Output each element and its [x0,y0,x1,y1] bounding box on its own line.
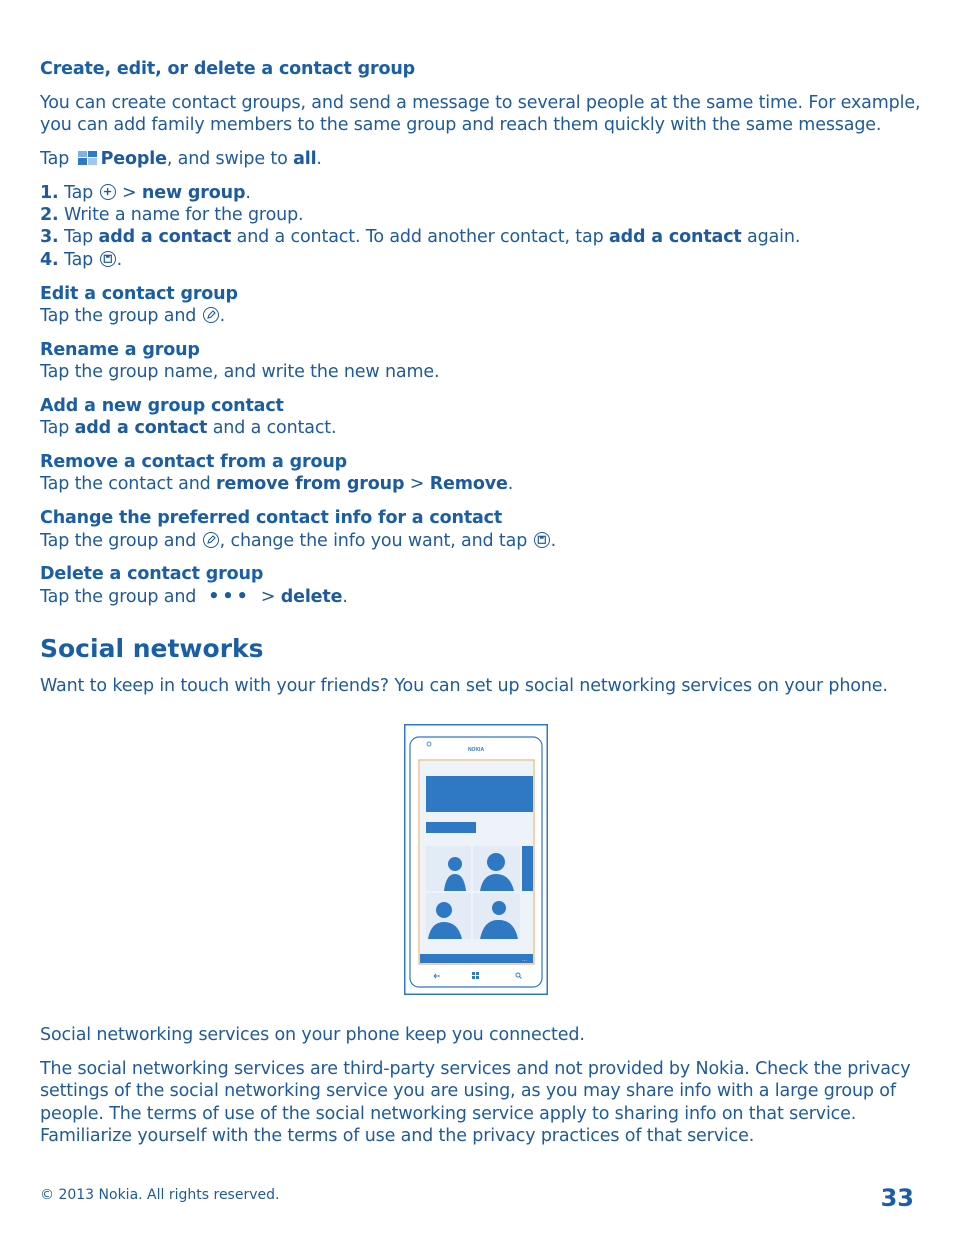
remove-contact-text [40,473,513,496]
step-number: 4. [40,250,59,270]
period: . [507,474,514,494]
create-group-heading: Create, edit, or delete a contact group [40,59,416,79]
delete-pre: Tap the group and [40,587,197,607]
add-post: and a contact. [207,418,337,438]
step-text: and a contact. To add another contact, tap [231,227,609,247]
add-pre: Tap [40,418,75,438]
period: . [245,183,251,203]
delete-label: delete [280,587,343,607]
add-contact-label: add a contact [74,418,208,438]
edit-circle-icon [203,307,219,323]
step-text: Tap [63,250,94,270]
period: . [316,149,322,169]
save-circle-icon [534,532,550,548]
add-contact-heading: Add a new group contact [40,396,284,416]
step-2 [40,204,303,227]
add-contact-label: add a contact [98,227,232,247]
people-label: People [100,149,167,169]
period: . [342,587,348,607]
change-pre: Tap the group and [40,531,197,551]
add-contact-label: add a contact [608,227,742,247]
change-info-text [40,530,556,553]
social-networks-title: Social networks [40,634,264,663]
intro-line-2: you can add family members to the same group and reach them quickly with the same message. [40,115,882,135]
rename-group-heading: Rename a group [40,340,200,360]
period: . [219,306,226,326]
footer-copyright: © 2013 Nokia. All rights reserved. [40,1187,280,1203]
step-text: Write a name for the group. [63,205,304,225]
new-group-label: new group [141,183,246,203]
separator: > [404,474,430,494]
step-number: 3. [40,227,59,247]
remove-from-group-label: remove from group [216,474,405,494]
remove-contact-heading: Remove a contact from a group [40,452,348,472]
separator: > [121,183,137,203]
social-para-line-2: settings of the social networking service you are using, as you may share info with a large group of [40,1081,896,1101]
rename-group-text: Tap the group name, and write the new name. [40,362,440,382]
period: . [550,531,557,551]
remove-label: Remove [429,474,508,494]
more-dots-icon: ••• [208,587,251,607]
separator: > [260,587,281,607]
step-3 [40,226,800,249]
intro-line-1: You can create contact groups, and send a message to several people at the same time. For example, [40,93,921,113]
edit-group-heading: Edit a contact group [40,284,238,304]
social-para-line-1: The social networking services are third-party services and not provided by Nokia. Check the privacy [40,1059,911,1079]
change-mid: , change the info you want, and tap [219,531,528,551]
swipe-text: , and swipe to [166,149,294,169]
svg-text:…: … [522,957,527,963]
add-contact-text [40,417,336,440]
period: . [116,250,122,270]
phone-brand: NOKIA [467,747,485,753]
page-number: 33 [880,1184,914,1212]
change-info-heading: Change the preferred contact info for a contact [40,508,503,528]
social-caption: Social networking services on your phone keep you connected. [40,1025,585,1045]
social-para-line-4: Familiarize yourself with the terms of use and the privacy practices of that service. [40,1126,755,1146]
edit-group-text [40,305,225,328]
add-circle-icon [100,184,116,200]
all-label: all [293,149,317,169]
edit-text: Tap the group and [40,306,197,326]
step-number: 2. [40,205,59,225]
phone-illustration [404,724,548,995]
social-intro: Want to keep in touch with your friends? You can set up social networking services on your phone. [40,676,888,696]
tap-people-line [40,148,322,171]
delete-group-text [40,586,348,609]
social-para-line-3: people. The terms of use of the social networking service apply to sharing info on that service. [40,1104,857,1124]
edit-circle-icon [203,532,219,548]
tap-text: Tap [40,149,70,169]
delete-group-heading: Delete a contact group [40,564,264,584]
step-1 [40,182,251,205]
remove-pre: Tap the contact and [40,474,217,494]
step-text: Tap [63,227,99,247]
save-circle-icon [100,251,116,267]
step-text: Tap [63,183,94,203]
step-number: 1. [40,183,59,203]
people-tile-icon [78,150,98,166]
step-text: again. [741,227,801,247]
step-4 [40,249,122,272]
